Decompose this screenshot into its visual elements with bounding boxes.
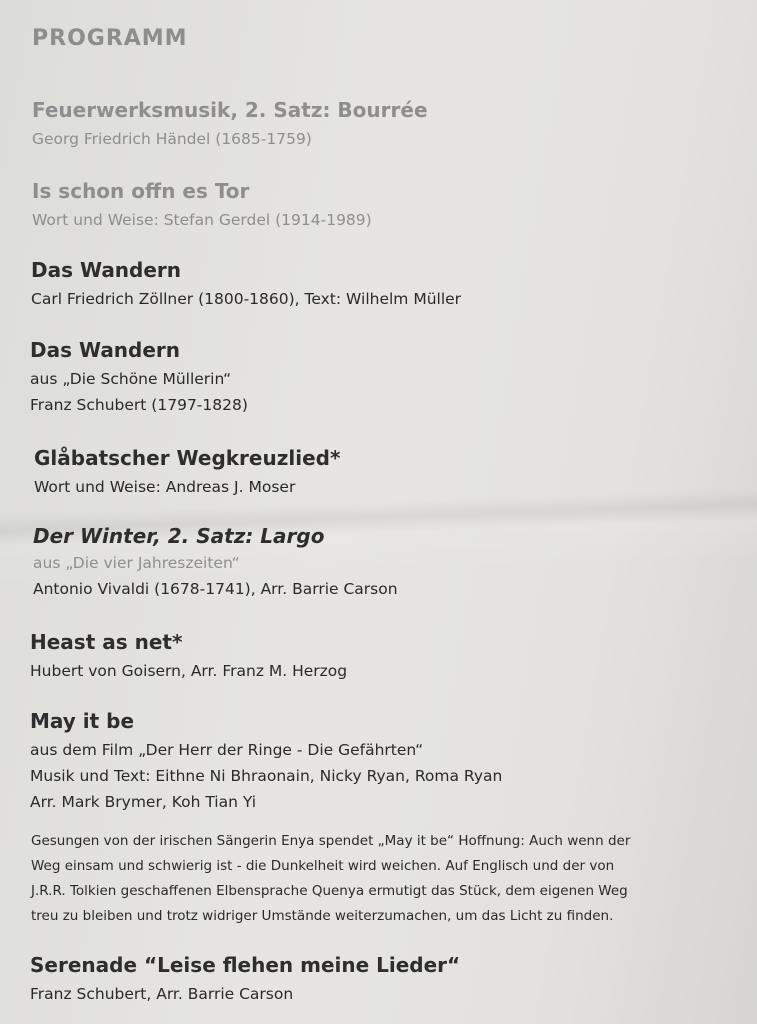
description-line: J.R.R. Tolkien geschaffenen Elbensprache Quenya ermutigt das Stück, dem eigenen Weg [31, 883, 628, 899]
program-item [32, 98, 428, 152]
piece-source: aus dem Film „Der Herr der Ringe - Die Gefährten“ [30, 741, 424, 759]
piece-title: Das Wandern [30, 338, 181, 362]
piece-credits: Musik und Text: Eithne Ni Bhraonain, Nicky Ryan, Roma Ryan [30, 767, 503, 785]
program-item [33, 524, 398, 602]
piece-title: Heast as net* [30, 630, 183, 654]
description-line: Weg einsam und schwierig ist - die Dunkelheit wird weichen. Auf Englisch und der von [31, 858, 615, 874]
piece-composer: Antonio Vivaldi (1678-1741), Arr. Barrie Carson [33, 580, 398, 598]
piece-title: Das Wandern [31, 258, 182, 282]
piece-composer: Franz Schubert, Arr. Barrie Carson [30, 985, 294, 1003]
program-heading: PROGRAMM [32, 26, 188, 51]
piece-composer: Georg Friedrich Händel (1685-1759) [32, 130, 312, 148]
piece-source: aus „Die vier Jahreszeiten“ [33, 554, 240, 572]
program-item [30, 338, 248, 418]
piece-description [31, 829, 756, 929]
piece-arranger: Arr. Mark Brymer, Koh Tian Yi [30, 793, 257, 811]
piece-source: aus „Die Schöne Müllerin“ [30, 370, 232, 388]
piece-title: Is schon offn es Tor [32, 179, 250, 203]
piece-composer: Hubert von Goisern, Arr. Franz M. Herzog [30, 662, 348, 680]
piece-composer: Wort und Weise: Andreas J. Moser [34, 478, 296, 496]
program-item [34, 446, 340, 500]
program-item [30, 953, 460, 1007]
description-line: Gesungen von der irischen Sängerin Enya spendet „May it be“ Hoffnung: Auch wenn der [31, 833, 631, 849]
program-item [32, 179, 372, 233]
piece-composer: Wort und Weise: Stefan Gerdel (1914-1989) [32, 211, 372, 229]
description-line: treu zu bleiben und trotz widriger Umstände weiterzumachen, um das Licht zu finden. [31, 908, 614, 924]
program-item [31, 258, 461, 312]
program-item [30, 709, 502, 815]
piece-title: May it be [30, 709, 135, 733]
program-item [30, 630, 347, 684]
piece-composer: Franz Schubert (1797-1828) [30, 396, 248, 414]
piece-composer: Carl Friedrich Zöllner (1800-1860), Text: Wilhelm Müller [31, 290, 462, 308]
piece-title: Der Winter, 2. Satz: Largo [33, 524, 325, 548]
piece-title: Glåbatscher Wegkreuzlied* [34, 446, 341, 470]
piece-title: Feuerwerksmusik, 2. Satz: Bourrée [32, 98, 428, 122]
piece-title: Serenade “Leise flehen meine Lieder“ [30, 953, 461, 977]
